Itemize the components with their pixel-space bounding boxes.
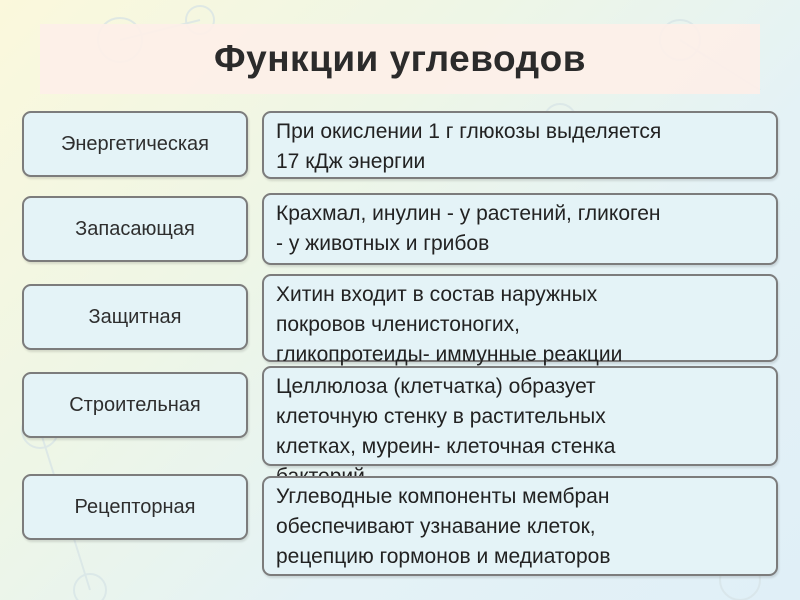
function-description-protective xyxy=(262,274,778,366)
function-description-text: Целлюлоза (клетчатка) образует клеточную стенку в растительных клетках, муреин- клеточная стенка xyxy=(276,375,616,458)
function-description-structural xyxy=(262,366,778,466)
function-description-energy xyxy=(262,111,778,179)
function-label-storage xyxy=(22,196,248,262)
page-title: Функции углеводов xyxy=(214,38,586,79)
function-name: Защитная xyxy=(88,305,182,328)
function-name: Энергетическая xyxy=(61,132,209,155)
function-label-energy xyxy=(22,111,248,177)
function-description-text: Крахмал, инулин - у растений, гликоген - у животных и грибов xyxy=(276,202,661,255)
function-label-structural xyxy=(22,372,248,438)
function-name: Строительная xyxy=(69,393,201,416)
function-description-receptor xyxy=(262,476,778,576)
function-description-text: При окислении 1 г глюкозы выделяется 17 кДж энергии xyxy=(276,120,662,173)
function-label-receptor xyxy=(22,474,248,540)
function-name: Рецепторная xyxy=(74,495,196,518)
function-description-text: Углеводные компоненты мембран обеспечивают узнавание клеток, рецепцию гормонов и медиаторов xyxy=(276,485,611,568)
function-label-protective xyxy=(22,284,248,350)
title-banner xyxy=(40,24,760,94)
function-description-text: Хитин входит в состав наружных покровов членистоногих, гликопротеиды- иммунные реакции xyxy=(276,283,623,366)
function-name: Запасающая xyxy=(75,217,195,240)
function-description-storage xyxy=(262,193,778,265)
